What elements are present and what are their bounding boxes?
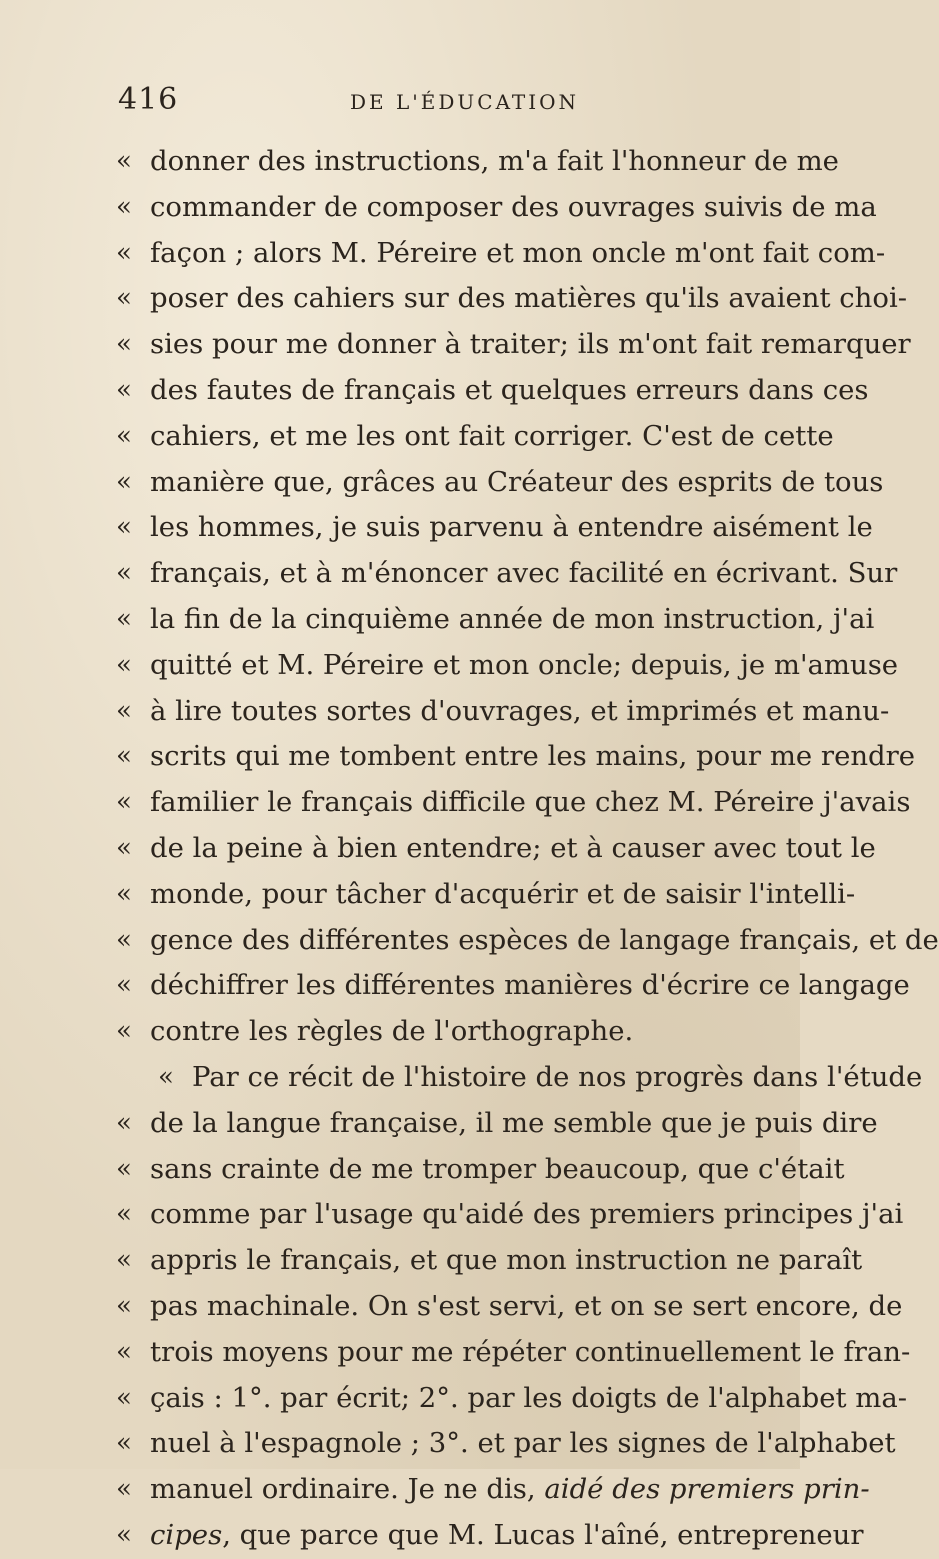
quote-mark: « xyxy=(116,1016,132,1047)
quote-mark: « xyxy=(116,1474,132,1505)
quote-mark: « xyxy=(116,1428,132,1459)
text-line: « sies pour me donner à traiter; ils m'ont fait remarquer xyxy=(150,322,750,368)
text-line: « quitté et M. Péreire et mon oncle; depuis, je m'amuse xyxy=(150,643,750,689)
text-line: « à lire toutes sortes d'ouvrages, et imprimés et manu- xyxy=(150,689,750,735)
text-line: « façon ; alors M. Péreire et mon oncle m'ont fait com- xyxy=(150,231,750,277)
quote-mark: « xyxy=(116,558,132,589)
text-line: « pas machinale. On s'est servi, et on se sert encore, de xyxy=(150,1284,750,1330)
text-line: « nuel à l'espagnole ; 3°. et par les signes de l'alphabet xyxy=(150,1421,750,1467)
quote-mark: « xyxy=(116,695,132,726)
quote-mark: « xyxy=(116,329,132,360)
quote-mark: « xyxy=(116,237,132,268)
text-line: « trois moyens pour me répéter continuellement le fran- xyxy=(150,1330,750,1376)
text-line: « gence des différentes espèces de langage français, et de xyxy=(150,918,750,964)
quote-mark: « xyxy=(116,787,132,818)
text-line: « des fautes de français et quelques erreurs dans ces xyxy=(150,368,750,414)
quote-mark: « xyxy=(116,191,132,222)
text-line: « les hommes, je suis parvenu à entendre aisément le xyxy=(150,505,750,551)
quote-mark: « xyxy=(116,420,132,451)
running-head: DE L'ÉDUCATION xyxy=(350,90,580,114)
quote-mark: « xyxy=(116,283,132,314)
italic-phrase: aidé des premiers prin- xyxy=(544,1473,870,1506)
text-line: « de la langue française, il me semble que je puis dire xyxy=(150,1101,750,1147)
quote-mark: « xyxy=(116,374,132,405)
quote-mark: « xyxy=(116,1382,132,1413)
text-line: « Par ce récit de l'histoire de nos progrès dans l'étude xyxy=(150,1055,750,1101)
quote-mark: « xyxy=(158,1061,174,1092)
quote-mark: « xyxy=(116,1199,132,1230)
text-line: « déchiffrer les différentes manières d'écrire ce langage xyxy=(150,963,750,1009)
quote-mark: « xyxy=(116,146,132,176)
text-line: « çais : 1°. par écrit; 2°. par les doigts de l'alphabet ma- xyxy=(150,1376,750,1422)
quote-mark: « xyxy=(116,1336,132,1367)
text-line: « appris le français, et que mon instruction ne paraît xyxy=(150,1238,750,1284)
text-line: « manière que, grâces au Créateur des esprits de tous xyxy=(150,460,750,506)
quote-mark: « xyxy=(116,970,132,1001)
text-line: « donner des instructions, m'a fait l'honneur de me xyxy=(150,139,750,185)
quote-mark: « xyxy=(116,466,132,497)
quote-mark: « xyxy=(116,649,132,680)
text-line: « de la peine à bien entendre; et à causer avec tout le xyxy=(150,826,750,872)
quote-mark: « xyxy=(116,512,132,543)
quote-mark: « xyxy=(116,1107,132,1138)
quote-mark: « xyxy=(116,878,132,909)
text-line: « cipes, que parce que M. Lucas l'aîné, entrepreneur xyxy=(150,1513,750,1559)
text-line: « manuel ordinaire. Je ne dis, aidé des premiers prin- xyxy=(150,1467,750,1513)
italic-phrase: cipes xyxy=(150,1518,223,1551)
text-line: « familier le français difficile que chez M. Péreire j'avais xyxy=(150,780,750,826)
quote-mark: « xyxy=(116,1290,132,1321)
text-line: « poser des cahiers sur des matières qu'ils avaient choi- xyxy=(150,276,750,322)
body-text xyxy=(116,139,939,1559)
text-line: « comme par l'usage qu'aidé des premiers principes j'ai xyxy=(150,1192,750,1238)
quote-mark: « xyxy=(116,1245,132,1276)
quote-mark: « xyxy=(116,741,132,772)
text-line: « sans crainte de me tromper beaucoup, que c'était xyxy=(150,1147,750,1193)
quote-mark: « xyxy=(116,1153,132,1184)
text-line: « scrits qui me tombent entre les mains, pour me rendre xyxy=(150,734,750,780)
quote-mark: « xyxy=(116,924,132,955)
quote-mark: « xyxy=(116,1519,132,1550)
quote-mark: « xyxy=(116,832,132,863)
page-header xyxy=(118,82,678,122)
text-line: « français, et à m'énoncer avec facilité en écrivant. Sur xyxy=(150,551,750,597)
text-line: « commander de composer des ouvrages suivis de ma xyxy=(150,185,750,231)
text-line: « monde, pour tâcher d'acquérir et de saisir l'intelli- xyxy=(150,872,750,918)
text-line: « la fin de la cinquième année de mon instruction, j'ai xyxy=(150,597,750,643)
page-number: 416 xyxy=(118,82,179,117)
quote-mark: « xyxy=(116,603,132,634)
text-line: « cahiers, et me les ont fait corriger. C'est de cette xyxy=(150,414,750,460)
text-line: « contre les règles de l'orthographe. xyxy=(150,1009,750,1055)
